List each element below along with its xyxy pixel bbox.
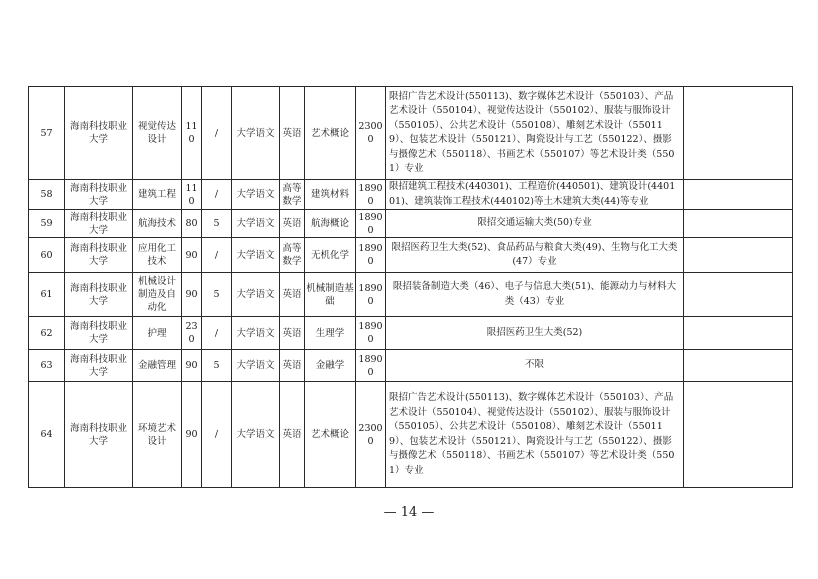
- school-name: 海南科技职业大学: [65, 87, 133, 180]
- requirement: 限招广告艺术设计(550113)、数字媒体艺术设计（550103）、产品艺术设计（550104）、视觉传达设计（550102）、服装与服饰设计（550105）、公共艺术设计（550108）、雕刻艺术设计（550119）、包装艺术设计（550121）、陶瓷设计与工艺（550122）、摄影与摄像艺术（550118）、书画艺术（550107）等艺术设计类（5501）专业: [386, 87, 684, 180]
- exam-subject-1: 大学语文: [232, 350, 280, 382]
- table-row: [29, 350, 793, 382]
- remark: [684, 350, 793, 382]
- remark: [684, 317, 793, 350]
- major-name: 护理: [133, 317, 182, 350]
- exam-subject-2: 英语: [280, 87, 305, 180]
- exam-subject-3: 无机化学: [305, 238, 356, 273]
- tuition-fee: 18900: [356, 273, 386, 317]
- exam-subject-2: 英语: [280, 317, 305, 350]
- school-name: 海南科技职业大学: [65, 180, 133, 210]
- exam-subject-3: 生理学: [305, 317, 356, 350]
- tuition-fee: 18900: [356, 180, 386, 210]
- plan-count: 230: [182, 317, 202, 350]
- row-number: 61: [29, 273, 65, 317]
- school-name: 海南科技职业大学: [65, 382, 133, 488]
- exam-subject-2: 英语: [280, 382, 305, 488]
- table-row: [29, 382, 793, 488]
- remark: [684, 210, 793, 238]
- extra-count: 5: [202, 210, 232, 238]
- extra-count: /: [202, 238, 232, 273]
- tuition-fee: 18900: [356, 238, 386, 273]
- school-name: 海南科技职业大学: [65, 273, 133, 317]
- exam-subject-2: 高等数学: [280, 238, 305, 273]
- table-row: [29, 210, 793, 238]
- table-row: [29, 273, 793, 317]
- exam-subject-1: 大学语文: [232, 382, 280, 488]
- requirement: 限招建筑工程技术(440301)、工程造价(440501)、建筑设计(440101)、建筑装饰工程技术(440102)等土木建筑大类(44)等专业: [386, 180, 684, 210]
- requirement: 限招广告艺术设计(550113)、数字媒体艺术设计（550103）、产品艺术设计（550104）、视觉传达设计（550102）、服装与服饰设计（550105）、公共艺术设计（550108）、雕刻艺术设计（550119）、包装艺术设计（550121）、陶瓷设计与工艺（550122）、摄影与摄像艺术（550118）、书画艺术（550107）等艺术设计类（5501）专业: [386, 382, 684, 488]
- requirement: 限招医药卫生大类(52)、食品药品与粮食大类(49)、生物与化工大类(47）专业: [386, 238, 684, 273]
- row-number: 60: [29, 238, 65, 273]
- plan-count: 90: [182, 273, 202, 317]
- row-number: 59: [29, 210, 65, 238]
- requirement: 限招装备制造大类（46）、电子与信息大类(51)、能源动力与材料大类（43）专业: [386, 273, 684, 317]
- remark: [684, 382, 793, 488]
- table-row: [29, 180, 793, 210]
- extra-count: /: [202, 180, 232, 210]
- plan-count: 80: [182, 210, 202, 238]
- major-name: 视觉传达设计: [133, 87, 182, 180]
- exam-subject-3: 金融学: [305, 350, 356, 382]
- exam-subject-3: 建筑材料: [305, 180, 356, 210]
- row-number: 64: [29, 382, 65, 488]
- exam-subject-2: 英语: [280, 350, 305, 382]
- row-number: 63: [29, 350, 65, 382]
- row-number: 62: [29, 317, 65, 350]
- plan-count: 110: [182, 87, 202, 180]
- exam-subject-3: 机械制造基础: [305, 273, 356, 317]
- extra-count: 5: [202, 273, 232, 317]
- page-number: — 14 —: [383, 505, 435, 520]
- table-row: [29, 238, 793, 273]
- major-name: 环境艺术设计: [133, 382, 182, 488]
- row-number: 57: [29, 87, 65, 180]
- plan-count: 90: [182, 382, 202, 488]
- plan-count: 90: [182, 238, 202, 273]
- exam-subject-2: 英语: [280, 210, 305, 238]
- major-name: 机械设计制造及自动化: [133, 273, 182, 317]
- major-name: 金融管理: [133, 350, 182, 382]
- requirement: 不限: [386, 350, 684, 382]
- exam-subject-2: 英语: [280, 273, 305, 317]
- table-row: [29, 87, 793, 180]
- exam-subject-2: 高等数学: [280, 180, 305, 210]
- table-body: [29, 87, 793, 488]
- exam-subject-1: 大学语文: [232, 238, 280, 273]
- exam-subject-1: 大学语文: [232, 210, 280, 238]
- exam-subject-1: 大学语文: [232, 87, 280, 180]
- remark: [684, 238, 793, 273]
- exam-subject-1: 大学语文: [232, 317, 280, 350]
- major-name: 应用化工技术: [133, 238, 182, 273]
- plan-count: 110: [182, 180, 202, 210]
- tuition-fee: 18900: [356, 350, 386, 382]
- exam-subject-1: 大学语文: [232, 180, 280, 210]
- tuition-fee: 18900: [356, 317, 386, 350]
- extra-count: /: [202, 87, 232, 180]
- extra-count: /: [202, 382, 232, 488]
- tuition-fee: 23000: [356, 382, 386, 488]
- major-name: 建筑工程: [133, 180, 182, 210]
- requirement: 限招交通运输大类(50)专业: [386, 210, 684, 238]
- plan-count: 90: [182, 350, 202, 382]
- row-number: 58: [29, 180, 65, 210]
- exam-subject-3: 艺术概论: [305, 382, 356, 488]
- tuition-fee: 18900: [356, 210, 386, 238]
- remark: [684, 273, 793, 317]
- exam-subject-3: 艺术概论: [305, 87, 356, 180]
- remark: [684, 87, 793, 180]
- school-name: 海南科技职业大学: [65, 317, 133, 350]
- extra-count: /: [202, 317, 232, 350]
- school-name: 海南科技职业大学: [65, 350, 133, 382]
- exam-subject-3: 航海概论: [305, 210, 356, 238]
- requirement: 限招医药卫生大类(52): [386, 317, 684, 350]
- school-name: 海南科技职业大学: [65, 238, 133, 273]
- exam-subject-1: 大学语文: [232, 273, 280, 317]
- tuition-fee: 23000: [356, 87, 386, 180]
- remark: [684, 180, 793, 210]
- major-name: 航海技术: [133, 210, 182, 238]
- admissions-table: [28, 86, 793, 488]
- school-name: 海南科技职业大学: [65, 210, 133, 238]
- table-row: [29, 317, 793, 350]
- extra-count: 5: [202, 350, 232, 382]
